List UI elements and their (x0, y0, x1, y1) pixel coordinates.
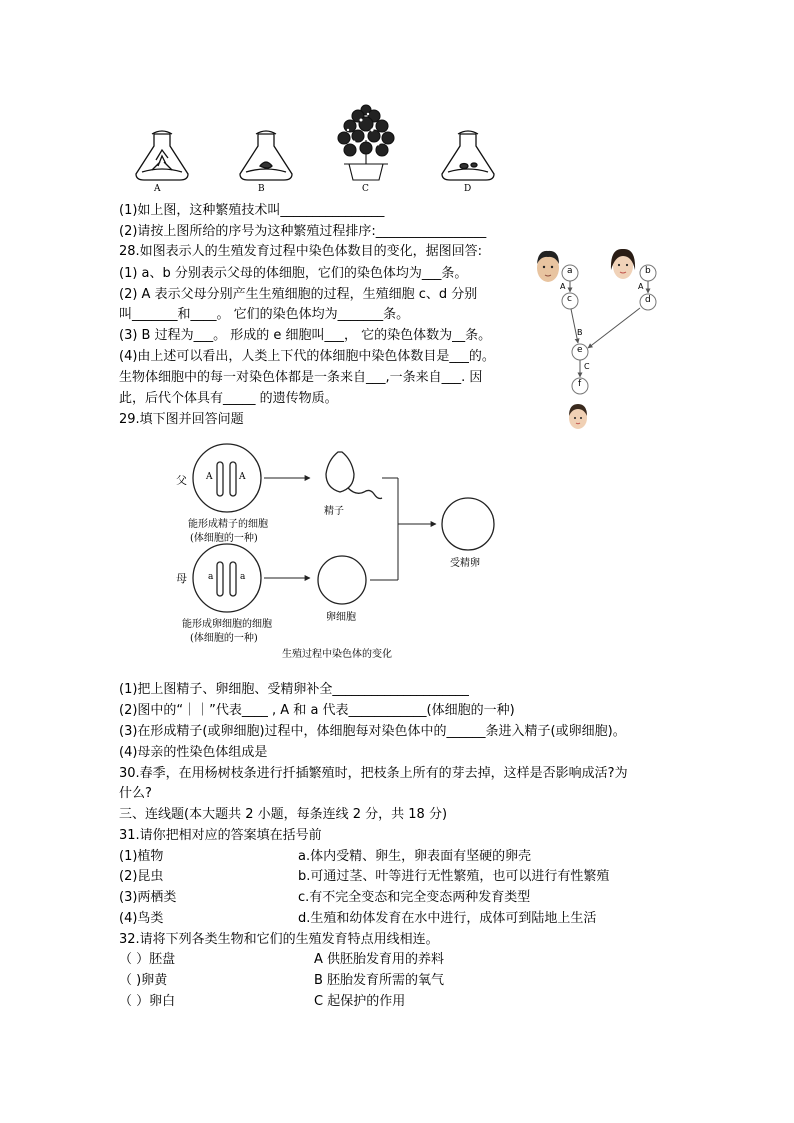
egg-label: 卵细胞 (326, 612, 356, 623)
flask-b-icon (240, 131, 292, 180)
grafting-figure (128, 100, 498, 198)
q31-right-b: b.可通过茎、叶等进行无性繁殖，也可以进行有性繁殖 (298, 869, 610, 884)
q32-left-2: （ )卵黄 (119, 973, 168, 988)
q32-right-c: C 起保护的作用 (314, 994, 406, 1009)
q28-diagram (530, 240, 670, 440)
mother-cell-caption-2: (体细胞的一种) (190, 633, 258, 644)
q29-diagram (170, 442, 510, 662)
flask-a-icon (136, 131, 188, 180)
diagram-label-C: C (584, 362, 590, 371)
q29-line-1: (1)把上图精子、卵细胞、受精卵补全_____________________ (119, 682, 469, 697)
mother-cell-caption-1: 能形成卵细胞的细胞 (182, 619, 272, 630)
q29-line-4: (4)母亲的性染色体组成是 (119, 745, 268, 760)
father-gene-left: A (206, 472, 213, 482)
diagram-label-e: e (577, 345, 583, 355)
q29-line-2: (2)图中的“｜｜”代表____ , A 和 a 代表____________(体细胞的一种) (119, 703, 515, 718)
flask-label-c: C (362, 184, 369, 194)
sperm-label: 精子 (324, 506, 344, 517)
q32-left-1: （ ）胚盘 (119, 952, 176, 967)
zygote-icon (442, 498, 494, 550)
q28-line-4: (3) B 过程为___。 形成的 e 细胞叫___， 它的染色体数为__条。 (119, 328, 492, 343)
child-face-icon (569, 404, 587, 429)
mother-face-icon (611, 249, 635, 279)
father-gene-right: A (239, 472, 246, 482)
father-label: 父 (176, 474, 187, 487)
mother-label: 母 (176, 572, 187, 585)
q28-title: 28.如图表示人的生殖发育过程中染色体数目的变化，据图回答: (119, 244, 483, 259)
egg-cell-icon (318, 556, 366, 604)
flask-label-a: A (154, 184, 161, 194)
section-3-heading: 三、连线题(本大题共 2 小题，每条连线 2 分，共 18 分) (119, 807, 448, 822)
q32-title: 32.请将下列各类生物和它们的生殖发育特点用线相连。 (119, 932, 439, 947)
zygote-label: 受精卵 (450, 558, 480, 569)
q29-figure-caption: 生殖过程中染色体的变化 (282, 649, 392, 660)
diagram-label-b: b (645, 266, 651, 276)
mother-gene-left: a (208, 572, 214, 582)
diagram-label-A-left: A (560, 282, 566, 291)
mother-gene-right: a (240, 572, 246, 582)
q31-left-2: (2)昆虫 (119, 869, 164, 884)
diagram-label-a: a (567, 266, 573, 276)
diagram-label-A-right: A (638, 282, 644, 291)
mother-cell-icon (193, 544, 261, 612)
q32-left-3: （ ）卵白 (119, 994, 176, 1009)
q30-line-2: 什么? (119, 786, 152, 801)
q31-right-c: c.有不完全变态和完全变态两种发育类型 (298, 890, 531, 905)
sperm-icon (326, 452, 382, 499)
q27-line-2: (2)请按上图所给的序号为这种繁殖过程排序:_________________ (119, 224, 487, 239)
flask-d-icon (442, 131, 494, 180)
q28-line-2: (2) A 表示父母分别产生生殖细胞的过程，生殖细胞 c、d 分别 (119, 287, 478, 302)
q28-line-6: 生物体细胞中的每一对染色体都是一条来自___,一条来自___. 因 (119, 370, 483, 385)
q28-line-5: (4)由上述可以看出，人类上下代的体细胞中染色体数目是___的。 (119, 349, 495, 364)
potted-plant-c-icon (338, 105, 394, 180)
diagram-label-d: d (645, 295, 651, 305)
father-face-icon (537, 251, 559, 282)
q27-line-1: (1)如上图，这种繁殖技术叫________________ (119, 203, 385, 218)
q30-line-1: 30.春季，在用杨树枝条进行扦插繁殖时，把枝条上所有的芽去掉，这样是否影响成活?为 (119, 766, 628, 781)
q29-line-3: (3)在形成精子(或卵细胞)过程中，体细胞每对染色体中的______条进入精子(或卵细胞)。 (119, 724, 626, 739)
q32-right-a: A 供胚胎发育用的养料 (314, 952, 445, 967)
q31-left-1: (1)植物 (119, 849, 164, 864)
q31-left-4: (4)鸟类 (119, 911, 164, 926)
flask-label-d: D (464, 184, 472, 194)
q28-line-1: (1) a、b 分别表示父母的体细胞，它们的染色体均为___条。 (119, 266, 468, 281)
q31-right-d: d.生殖和幼体发育在水中进行，成体可到陆地上生活 (298, 911, 597, 926)
q28-line-3: 叫_______和____。 它们的染色体均为_______条。 (119, 307, 410, 322)
diagram-label-B: B (577, 328, 583, 337)
q28-line-7: 此，后代个体具有_____ 的遗传物质。 (119, 391, 338, 406)
q31-right-a: a.体内受精、卵生，卵表面有坚硬的卵壳 (298, 849, 532, 864)
q31-title: 31.请你把相对应的答案填在括号前 (119, 828, 322, 843)
father-cell-caption-2: (体细胞的一种) (190, 533, 258, 544)
q32-right-b: B 胚胎发育所需的氧气 (314, 973, 445, 988)
diagram-label-c: c (567, 294, 572, 304)
diagram-label-f: f (578, 379, 582, 389)
father-cell-icon (193, 444, 261, 512)
q31-left-3: (3)两栖类 (119, 890, 177, 905)
father-cell-caption-1: 能形成精子的细胞 (188, 519, 268, 530)
flask-label-b: B (258, 184, 265, 194)
q29-title: 29.填下图并回答问题 (119, 412, 244, 427)
